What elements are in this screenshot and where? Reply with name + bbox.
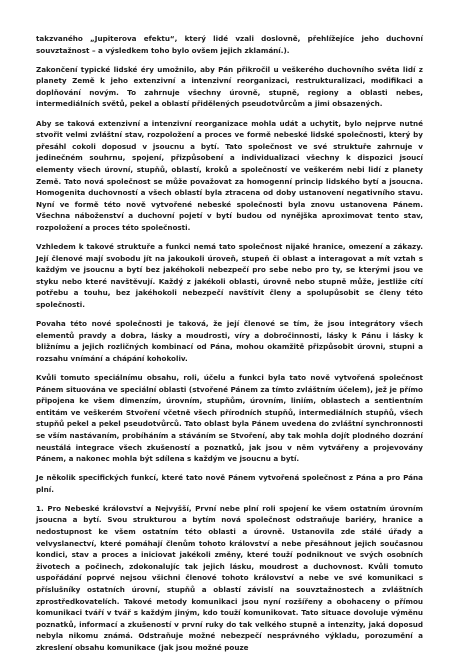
paragraph-society-nature: Povaha této nové společnosti je taková, že její členové se tím, že jsou integrátory všech elementů pravdy a dobra, lásky a moudrosti, víry a dobročinnosti, lásky k Pánu i lásky k bližnímu a jejich rozličných kombinací od Pána, mohou okamžitě přizpůsobit úrovni, stupni a rozsahu vnímání a chápání kohokoliv.: [36, 319, 423, 363]
paragraph-intro-fragment: takzvaného „Jupiterova efektu“, který lidé vzali doslovně, přehlížejíce jeho duchovní souvztažnost – a výsledkem toho bylo ovšem jejich zklamání.).: [36, 34, 423, 55]
paragraph-era-ending: Zakončení typické lidské éry umožnilo, aby Pán přikročil u veškerého duchovního světa lidí z planety Země k jeho extenzivní a intenzivní reorganizaci, restrukturalizaci, modifikaci a doplňování novým. To zahrnuje všechny úrovně, stupně, regiony a oblasti nebes, intermediálních světů, pekel a oblastí přidělených pseudotvůrcům a jimi obsazených.: [36, 64, 423, 109]
paragraph-functions-intro: Je několik specifických funkcí, které tato nově Pánem vytvořená společnost z Pána a pro Pána plní.: [36, 473, 423, 494]
paragraph-special-region: Kvůli tomuto speciálnímu obsahu, roli, účelu a funkci byla tato nově vytvořená společnost Pánem situována ve speciální oblasti (stvořené Pánem za tímto zvláštním účelem), jež je přímo připojena ke všem dimenzím, úrovním, stupňům, úrovním, liniím, oblastech a sentientním entitám ve veškerém Stvoření včetně všech přírodních stupňů, intermediálních stupňů, všech stupňů pekel a pekel pseudotvůrců. Tato oblast byla Pánem uvedena do zvláštní synchronnosti se vším nastávaním, probíháním a stáváním se Stvoření, aby tak mohla dojít plodného dozrání neustálá integrace všech zkušeností a poznatků, jak jsou v něm vytvářeny a projevovány Pánem, a nakonec mohla být sdílena s každým ve jsoucnu a bytí.: [36, 372, 423, 464]
paragraph-function-1: 1. Pro Nebeské království a Nejvyšší, První nebe plní roli spojení ke všem ostatním úrovním jsoucna a bytí. Svou strukturou a bytím nová společnost odstraňuje bariéry, hranice a nedostupnost ke všem ostatním této oblasti a úrovně. Ustanovila zde stálé úřady a velvyslanectví, které pomáhají členům tohoto království a nebe přesáhnout jejich současnou kondici, stav a proces a iniciovat jakékoli změny, které touží podniknout ve svých osobních životech a počinech, zdokonalujíc tak jejich lásku, moudrost a duchovnost. Kvůli tomuto uspořádání poprvé nejsou všichni členové tohoto království a nebe ve své komunikaci s příslušníky ostatních úrovní, stupňů a oblastí závislí na souvztažnostech a zvláštních zprostředkovatelích. Takové metody komunikaci jsou nyní rozšířeny a obohaceny o přímou komunikaci tváří v tvář s každým jiným, kdo touží komunikovat. Tato situace dovoluje výměnu poznatků, informací a zkušeností v první ruky do tak velkého stupně a intenzity, jaká doposud nebyla nikomu známá. Odstraňuje možné nebezpečí nesprávného výkladu, porozumění a zkreslení obsahu komunikace (jak jsou možné pouze: [36, 503, 423, 652]
paragraph-no-boundaries: Vzhledem k takové struktuře a funkci nemá tato společnost nijaké hranice, omezení a zákazy. Její členové mají svobodu jít na jakoukoli úroveň, stupeň či oblast a interagovat a mít vztah s každým ve jsoucnu a bytí bez jakéhokoli nebezpečí pro sebe nebo pro ty, se kterými jsou ve styku nebo které navštěvují. Každý z jakékoli oblasti, úrovně nebo stupně může, jestliže cítí potřebu a touhu, bez jakéhokoli nebezpečí navštívit členy a spolupůsobit se členy této společnosti.: [36, 242, 423, 309]
paragraph-reorganization: Aby se taková extenzivní a intenzivní reorganizace mohla udát a uchytit, bylo nejprve nutné stvořit velmi zvláštní stav, rozpoložení a proces ve formě nebeské lidské společnosti, který by přesáhl cokoli doposud v jsoucnu a bytí. Tato společnost ve své struktuře zahrnuje v jedinečném souhrnu, spojení, přizpůsobení a individualizaci všechny k dispozici jsoucí elementy všech úrovní, stupňů, oblastí, kroků a společností ve veškerém nebi lidí z planety Země. Tato nová společnost se může považovat za homogenní princip lidského bytí a jsoucna. Homogenita duchovností a všech oblastí byla ztracena od doby ustanovení negativního stavu. Nyní ve formě této nově vytvořené nebeské společnosti byla znovu ustanovena Pánem. Všechna náboženství a duchovní pojetí v bytí budou od nynějška aproximovat tento stav, rozpoložení a proces této společnosti.: [36, 118, 423, 232]
